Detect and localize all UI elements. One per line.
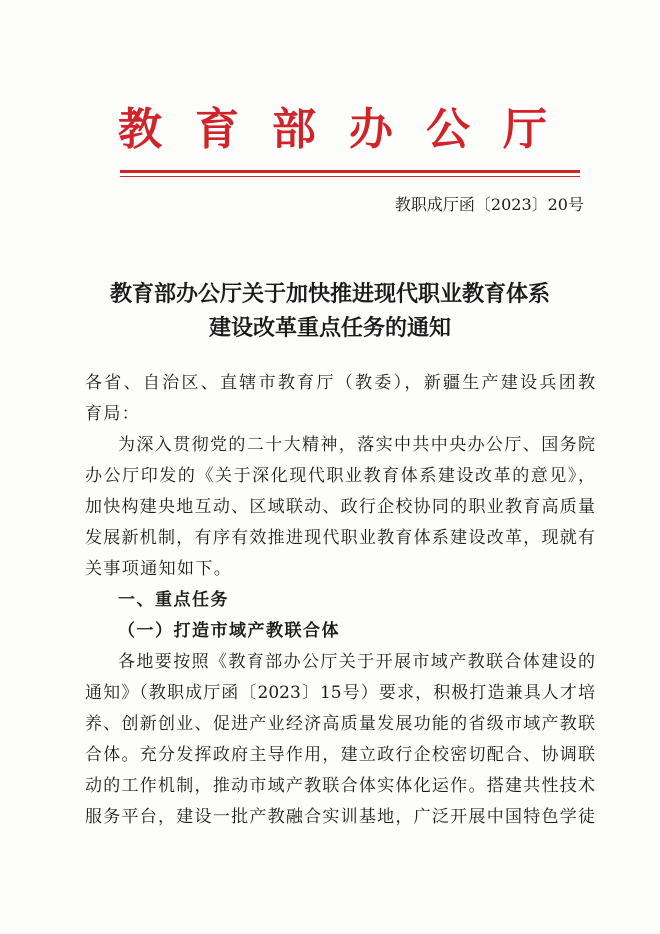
section-body-line: 动的工作机制，推动市域产教联合体实体化运作。搭建共性技术 [85,776,595,796]
document-number: 教职成厅函〔2023〕20号 [394,195,584,214]
section-heading: 一、重点任务 [118,590,229,610]
header-red-rule-thick [120,170,580,173]
section-body-line: 各地要按照《教育部办公厅关于开展市域产教联合体建设的 [118,652,595,672]
intro-line: 为深入贯彻党的二十大精神，落实中共中央办公厅、国务院 [118,435,595,455]
issuer-header: 教育部办公厅 [118,104,580,155]
document-title-line-2: 建设改革重点任务的通知 [208,316,451,341]
section-body-line: 养、创新创业、促进产业经济高质量发展功能的省级市域产教联 [85,714,595,734]
addressee-line-2: 育局： [85,404,141,424]
section-body-line: 合体。充分发挥政府主导作用，建立政行企校密切配合、协调联 [85,745,595,765]
intro-line: 加快构建央地互动、区域联动、政行企校协同的职业教育高质量 [85,497,595,517]
header-red-rule-thin [120,176,580,177]
intro-line: 关事项通知如下。 [85,559,233,579]
intro-line: 发展新机制，有序有效推进现代职业教育体系建设改革，现就有 [85,528,595,548]
document-title-line-1: 教育部办公厅关于加快推进现代职业教育体系 [109,282,550,307]
intro-line: 办公厅印发的《关于深化现代职业教育体系建设改革的意见》， [85,466,595,486]
section-body-line: 通知》（教职成厅函〔2023〕15号）要求，积极打造兼具人才培 [85,683,595,703]
section-subheading: （一）打造市域产教联合体 [118,621,340,641]
addressee-line-1: 各省、自治区、直辖市教育厅（教委），新疆生产建设兵团教 [85,373,595,393]
section-body-line: 服务平台，建设一批产教融合实训基地，广泛开展中国特色学徒 [85,807,595,827]
